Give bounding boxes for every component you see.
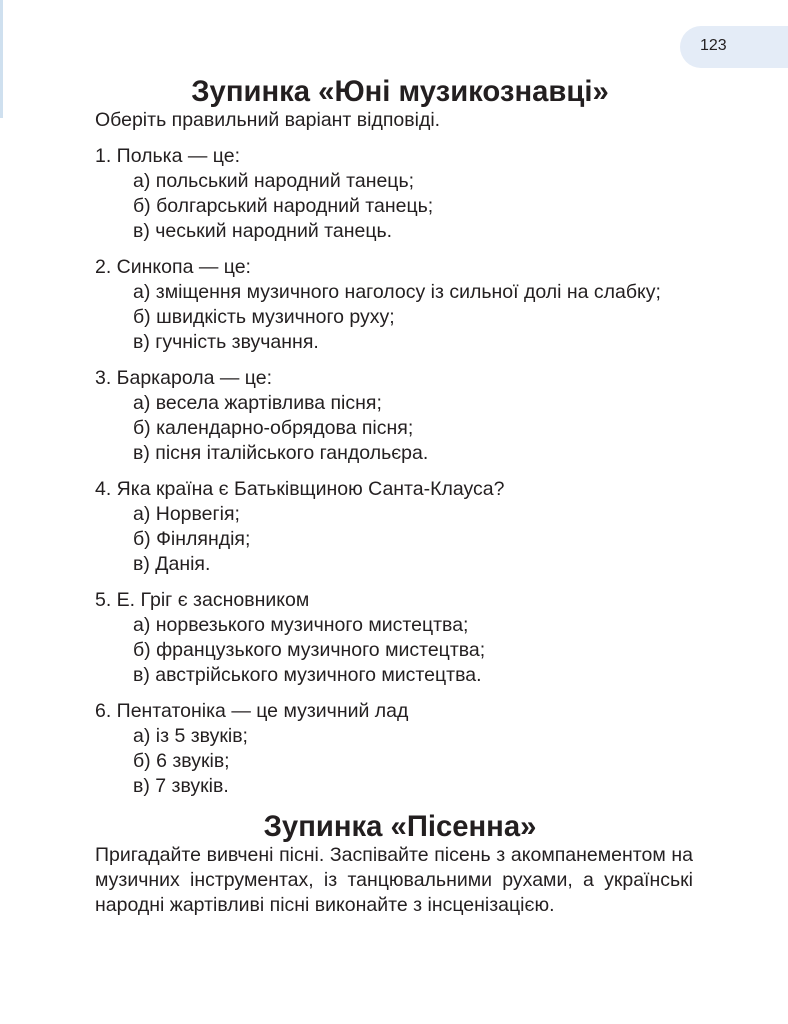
answer-option: б) 6 звуків; [133,750,230,772]
question-text: 1. Полька — це: [95,145,241,167]
question-text: 5. Е. Гріг є засновником [95,589,310,611]
section-title-music-experts: Зупинка «Юні музикознавці» [191,76,609,108]
page-number-tab [680,26,788,68]
answer-option: а) із 5 звуків; [133,725,248,747]
answer-options [95,613,693,688]
answer-option: в) 7 звуків. [133,775,229,797]
quiz-question-4 [95,477,693,577]
quiz-instruction: Оберіть правильний варіант відповіді. [95,109,441,131]
song-task-text: Пригадайте вивчені пісні. Заспівайте пісень з акомпанементом на музичних інструментах, із танцювальними рухами, а українські народні жартівливі пісні виконайте з інсценізацією. [95,844,693,916]
answer-option: б) французького музичного мистецтва; [133,639,486,661]
answer-option: в) Данія. [133,553,211,575]
answer-option: в) пісня італійського гандольєра. [133,442,429,464]
quiz-question-2 [95,255,693,355]
page-content [95,76,693,918]
quiz-question-3 [95,366,693,466]
quiz-question-1 [95,144,693,244]
answer-option: б) Фінляндія; [133,528,251,550]
answer-option: а) весела жартівлива пісня; [133,392,382,414]
page-number: 123 [700,37,727,54]
question-text: 4. Яка країна є Батьківщиною Санта-Клауса? [95,478,505,500]
section-title-song: Зупинка «Пісенна» [263,811,537,843]
answer-option: а) Норвегія; [133,503,240,525]
answer-option: а) польський народний танець; [133,170,415,192]
answer-option: в) австрійського музичного мистецтва. [133,664,482,686]
quiz-question-5 [95,588,693,688]
answer-option: б) календарно-обрядова пісня; [133,417,414,439]
answer-option: б) швидкість музичного руху; [133,306,395,328]
answer-option: а) норвезького музичного мистецтва; [133,614,469,636]
answer-option: в) гучність звучання. [133,331,319,353]
answer-option: в) чеський народний танець. [133,220,393,242]
answer-option: а) зміщення музичного наголосу із сильної долі на слабку; [133,281,661,303]
question-text: 3. Баркарола — це: [95,367,273,389]
answer-options [95,280,693,355]
page-edge-line [0,0,3,118]
question-text: 2. Синкопа — це: [95,256,251,278]
quiz-question-6 [95,699,693,799]
answer-options [95,169,693,244]
answer-options [95,502,693,577]
answer-option: б) болгарський народний танець; [133,195,434,217]
answer-options [95,724,693,799]
answer-options [95,391,693,466]
question-text: 6. Пентатоніка — це музичний лад [95,700,409,722]
